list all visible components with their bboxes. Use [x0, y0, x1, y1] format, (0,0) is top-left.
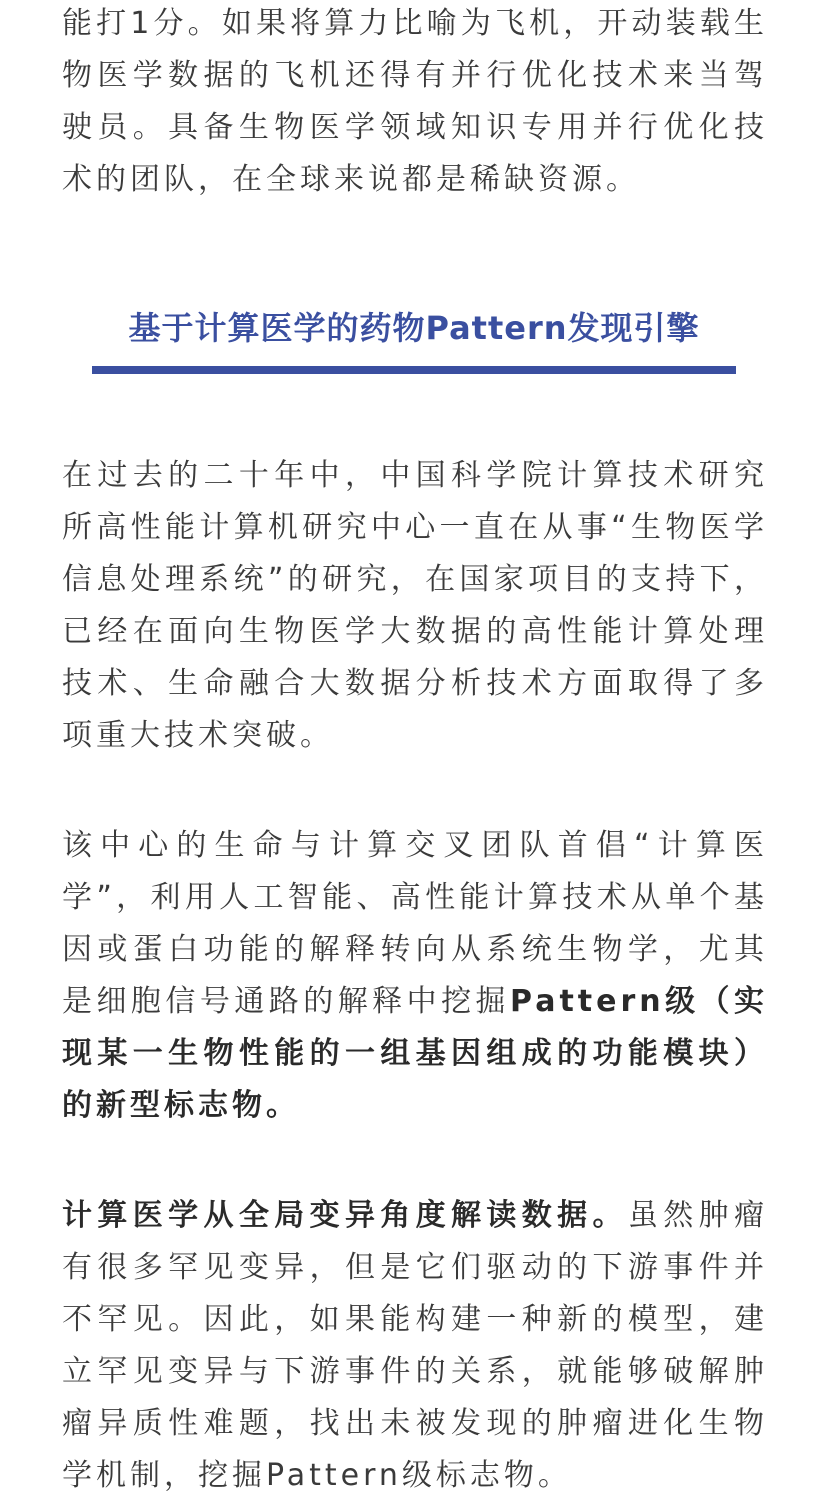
center-paragraph-emphasis: Pattern级（实现某一生物性能的一组基因组成的功能模块）的新型标志物。	[62, 984, 769, 1123]
center-paragraph-text: 该中心的生命与计算交叉团队首倡“计算医学”，利用人工智能、高性能计算技术从单个基因或蛋白功能的解释转向从系统生物学，尤其是细胞信号通路的解释中挖掘	[62, 828, 768, 1019]
section-underline	[92, 366, 736, 374]
history-paragraph: 在过去的二十年中，中国科学院计算技术研究所高性能计算机研究中心一直在从事“生物医学信息处理系统”的研究，在国家项目的支持下，已经在面向生物医学大数据的高性能计算处理技术、生命融合大数据分析技术方面取得了多项重大技术突破。	[62, 458, 768, 753]
center-paragraph	[62, 820, 768, 1132]
intro-paragraph: 能打1分。如果将算力比喻为飞机，开动装载生物医学数据的飞机还得有并行优化技术来当驾驶员。具备生物医学领域知识专用并行优化技术的团队，在全球来说都是稀缺资源。	[62, 6, 768, 197]
method-paragraph	[62, 1190, 768, 1502]
method-paragraph-text: 虽然肿瘤有很多罕见变异，但是它们驱动的下游事件并不罕见。因此，如果能构建一种新的模型，建立罕见变异与下游事件的关系，就能够破解肿瘤异质性难题，找出未被发现的肿瘤进化生物学机制，挖掘Pattern级标志物。	[62, 1198, 769, 1493]
method-paragraph-emphasis: 计算医学从全局变异角度解读数据。	[62, 1198, 628, 1233]
section-heading	[92, 296, 736, 378]
section-title: 基于计算医学的药物Pattern发现引擎	[128, 309, 700, 347]
